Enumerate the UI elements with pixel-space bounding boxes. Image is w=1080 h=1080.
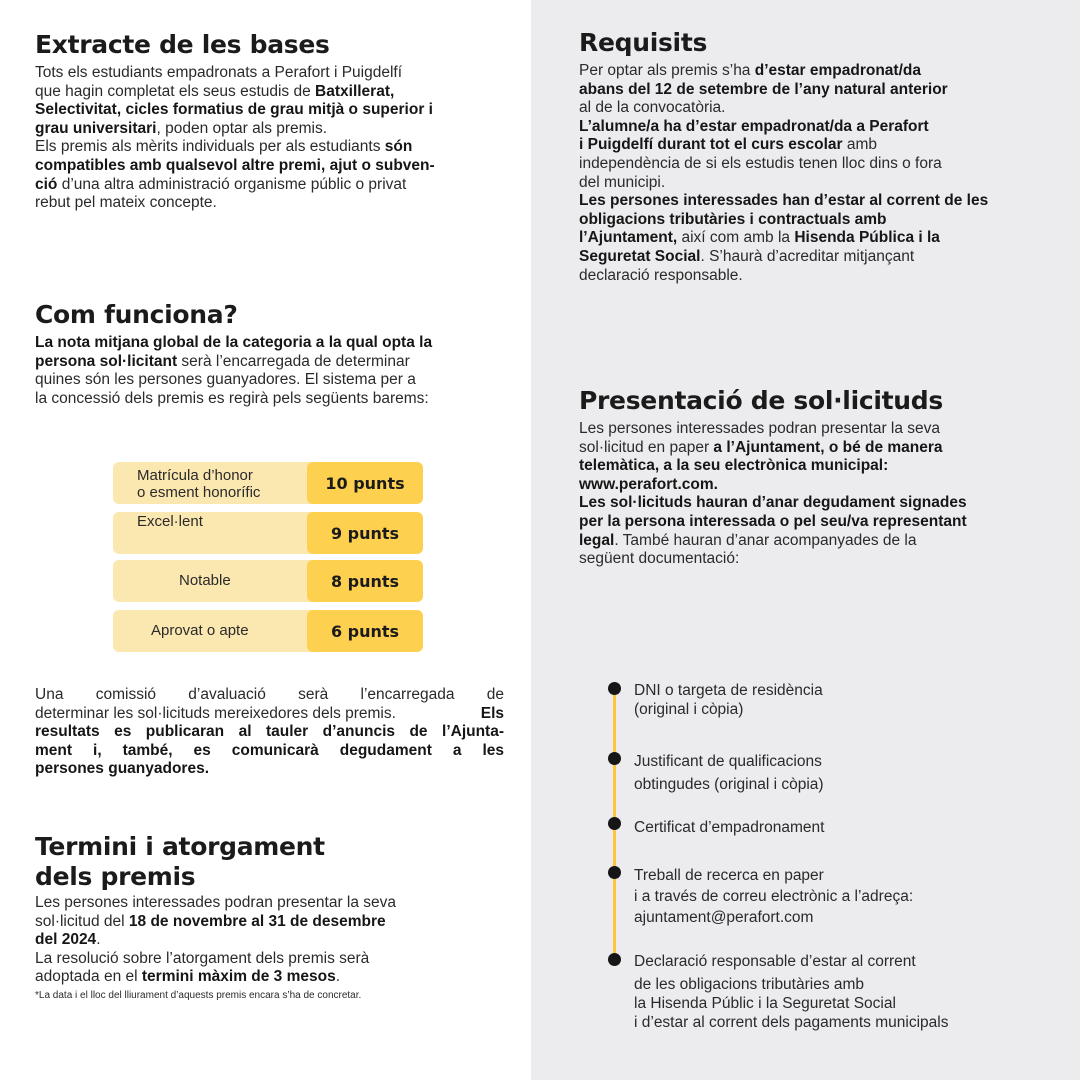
- score-value: 10 punts: [307, 462, 423, 504]
- timeline-bullet-icon: [608, 817, 621, 830]
- score-row: [113, 610, 423, 652]
- timeline-bullet-icon: [608, 682, 621, 695]
- score-row: [113, 560, 423, 602]
- section-com-funciona: [35, 300, 515, 408]
- section-termini: [35, 832, 515, 1002]
- score-label: Aprovat o apte: [113, 610, 323, 652]
- score-label: Matrícula d’honor o esment honorífic: [113, 462, 323, 504]
- section-title: Requisits: [579, 28, 708, 57]
- section-title: Termini i atorgament dels premis: [35, 832, 325, 891]
- section-extracte: [35, 30, 515, 213]
- score-row: [113, 512, 423, 554]
- document-item: Treball de recerca en paper i a través de correu electrònic a l’adreça: ajuntament@perafort.com: [634, 867, 914, 926]
- section-requisits: [579, 28, 1049, 285]
- section-presentacio: [579, 386, 1049, 569]
- score-row: [113, 462, 423, 504]
- document-item: Justificant de qualificacions obtingudes (original i còpia): [634, 753, 824, 793]
- section-title: Extracte de les bases: [35, 30, 330, 59]
- section-text: Tots els estudiants empadronats a Perafort i Puigdelfí que hagin completat els seus estudis de Batxillerat, Selectivitat, cicles formatius de grau mitjà o superior i grau universitari, poden optar als premis. Els premis als mèrits individuals per als estudiants són compatibles amb qualsevol altre premi, ajut o subven- ció d’una altra administració organisme públic o privat rebut pel mateix concepte.: [35, 64, 435, 212]
- score-label: Excel·lent: [113, 512, 323, 554]
- document-item: DNI o targeta de residència (original i còpia): [634, 682, 823, 718]
- section-comissio: Una comissió d’avaluació serà l’encarregada de determinar les sol·licituds mereixedores dels premis. Els resultats es publicaran al tauler d’anuncis de l’Ajunta- ment i, també, es comunicarà degudament a les persones guanyadores.: [35, 686, 504, 778]
- section-title: Presentació de sol·licituds: [579, 386, 943, 415]
- section-text: Per optar als premis s’ha d’estar empadronat/da abans del 12 de setembre de l’any natural anterior al de la convocatòria. L’alumne/a ha d’estar empadronat/da a Perafort i Puigdelfí durant tot el curs escolar amb independència de si els estudis tenen lloc dins o fora del municipi. Les persones interessades han d’estar al corrent de les obligacions tributàries i contractuals amb l’Ajuntament, així com amb la Hisenda Pública i la Seguretat Social. S’haurà d’acreditar mitjançant declaració responsable.: [579, 62, 989, 284]
- score-value: 6 punts: [307, 610, 423, 652]
- section-title: Com funciona?: [35, 300, 238, 329]
- footnote: *La data i el lloc del lliurament d’aquests premis encara s’ha de concretar.: [35, 989, 362, 1001]
- section-text: Les persones interessades podran presentar la seva sol·licitud en paper a l’Ajuntament, o bé de manera telemàtica, a la seu electrònica municipal: www.perafort.com. Les sol·licituds hauran d’anar degudament signades per la persona interessada o pel seu/va representant legal. També hauran d’anar acompanyades de la següent documentació:: [579, 420, 967, 568]
- section-text: La nota mitjana global de la categoria a la qual opta la persona sol·licitant serà l’encarregada de determinar quines són les persones guanyadores. El sistema per a la concessió dels premis es regirà pels següents barems:: [35, 334, 433, 407]
- score-value: 8 punts: [307, 560, 423, 602]
- website-link[interactable]: www.perafort.com.: [579, 475, 718, 493]
- section-text: Les persones interessades podran presentar la seva sol·licitud del 18 de novembre al 31 de desembre del 2024. La resolució sobre l’atorgament dels premis serà adoptada en el termini màxim de 3 mesos.: [35, 894, 397, 986]
- document-item: Certificat d’empadronament: [634, 819, 825, 836]
- email-link[interactable]: ajuntament@perafort.com: [634, 909, 814, 926]
- timeline-bullet-icon: [608, 752, 621, 765]
- score-label: Notable: [113, 560, 323, 602]
- timeline-bullet-icon: [608, 953, 621, 966]
- document-item: Declaració responsable d’estar al corrent de les obligacions tributàries amb la Hisenda Públic i la Seguretat Social i d’estar al corrent dels pagaments municipals: [634, 953, 949, 1031]
- timeline-bullet-icon: [608, 866, 621, 879]
- score-value: 9 punts: [307, 512, 423, 554]
